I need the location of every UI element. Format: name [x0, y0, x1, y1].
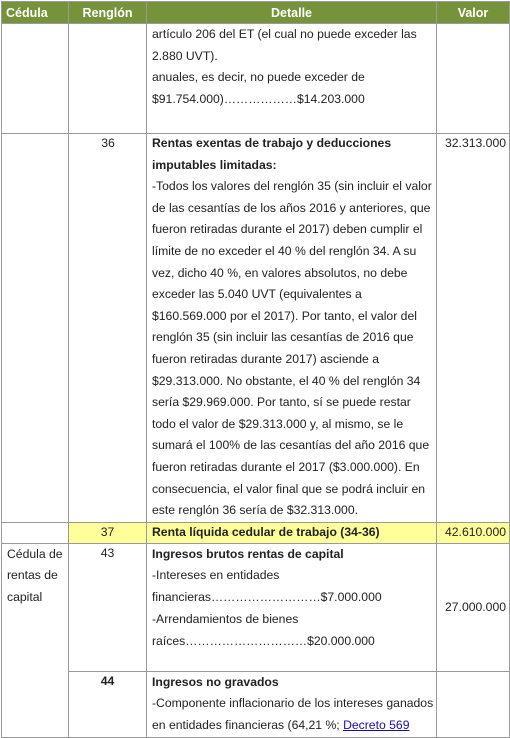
table-row-continuation	[2, 24, 510, 134]
detail-line: en entidades financieras (64,21 %;	[152, 718, 340, 733]
table-row-43	[2, 543, 510, 671]
renglon-number: 37	[100, 524, 115, 539]
row43-valor: 27.000.000	[445, 600, 506, 615]
cedula-label-line: Cédula de	[7, 546, 63, 561]
detalle-cell	[147, 671, 437, 737]
table-row-44	[2, 671, 510, 737]
detail-line: 2.880 UVT).	[152, 48, 218, 63]
header-renglon: Renglón	[69, 2, 147, 24]
renglon-number: 44	[100, 673, 115, 688]
header-row	[2, 2, 510, 24]
row43-title: Ingresos brutos rentas de capital	[152, 546, 344, 561]
renglon-cell	[69, 134, 147, 523]
row36-title: Rentas exentas de trabajo y deducciones imputables limitadas:	[152, 136, 392, 172]
cedula-cell	[2, 543, 69, 737]
cedula-cell	[2, 24, 69, 134]
table-row-37	[2, 522, 510, 543]
detail-line: $91.754.000)………………$14.203.000	[152, 91, 365, 106]
detalle-cell	[147, 24, 437, 134]
renglon-cell	[69, 543, 147, 671]
decreto-569-link[interactable]: Decreto 569	[343, 718, 410, 733]
header-cedula: Cédula	[2, 2, 69, 24]
detalle-cell	[147, 522, 437, 543]
detalle-cell	[147, 134, 437, 523]
cedula-cell	[2, 522, 69, 543]
valor-cell	[437, 522, 510, 543]
detail-line: -Arrendamientos de bienes	[152, 612, 299, 627]
row36-text: -Todos los valores del renglón 35 (sin incluir el valor de las cesantías de los años 2016 y anteriores, que fueron retiradas durante el 2017) deben cumplir el límite de no exceder el 40 % del renglón 34. A su vez, dicho 40 %, en valores absolutos, no debe exceder las 5.040 UVT (equivalentes a $160.569.000 por el 2017). Por tanto, el valor del renglón 35 (sin incluir las cesantías de 2016 que fueron retiradas durante 2017) asciende a $29.313.000. No obstante, el 40 % del renglón 34 sería $29.969.000. Por tanto, sí se puede restar todo el valor de $29.313.000 y, al mismo, se le sumará el 100% de las cesantías del año 2016 que fueron retiradas durante el 2017 ($3.000.000). En consecuencia, el valor final que se podrá incluir en este renglón 36 sería de $32.313.000.	[152, 179, 432, 518]
row37-detail: Renta líquida cedular de trabajo (34-36)	[152, 524, 380, 539]
table-row-36	[2, 134, 510, 523]
detalle-cell	[147, 543, 437, 671]
valor-cell	[437, 134, 510, 523]
header-detalle: Detalle	[147, 2, 437, 24]
detail-line: -Componente inflacionario de los intereses ganados	[152, 696, 434, 711]
renglon-cell	[69, 671, 147, 737]
detail-line: raíces…………………………$20.000.000	[152, 633, 375, 648]
row36-valor: 32.313.000	[445, 136, 506, 150]
valor-cell	[437, 671, 510, 737]
detail-line: anuales, es decir, no puede exceder de	[152, 70, 365, 85]
cedula-label-line: rentas de	[7, 568, 58, 583]
header-valor: Valor	[437, 2, 510, 24]
renglon-cell	[69, 522, 147, 543]
row44-title: Ingresos no gravados	[152, 674, 279, 689]
cedula-label-line: capital	[7, 589, 43, 604]
row37-valor: 42.610.000	[445, 524, 506, 539]
renglon-number: 43	[100, 545, 115, 560]
valor-cell	[437, 543, 510, 671]
renglon-number: 36	[101, 136, 115, 150]
detail-line: artículo 206 del ET (el cual no puede exceder las	[152, 27, 417, 41]
detail-line: -Intereses en entidades	[152, 568, 280, 583]
renglon-cell	[69, 24, 147, 134]
cedula-cell	[2, 134, 69, 523]
valor-cell	[437, 24, 510, 134]
detail-line: financieras………………………$7.000.000	[152, 590, 382, 605]
tax-table	[1, 1, 510, 738]
